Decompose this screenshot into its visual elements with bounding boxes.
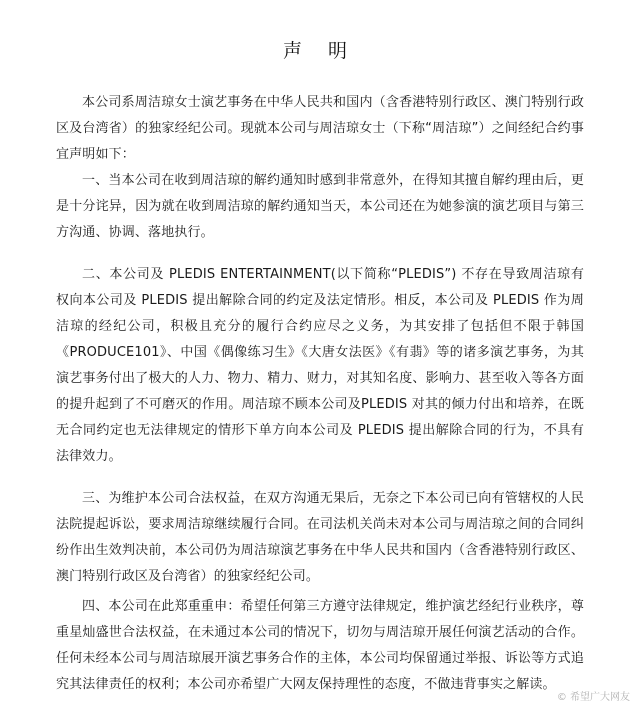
paragraph-intro: 本公司系周洁琼女士演艺事务在中华人民共和国内（含香港特别行政区、澳门特别行政区及台湾省）的独家经纪公司。现就本公司与周洁琼女士（下称“周洁琼”）之间经纪合约事宜声明如下： (56, 95, 584, 162)
paragraph-point-4: 四、本公司在此郑重重申：希望任何第三方遵守法律规定，维护演艺经纪行业秩序，尊重星灿盛世合法权益，在未通过本公司的情况下，切勿与周洁琼开展任何演艺活动的合作。任何未经本公司与周洁琼展开演艺事务合作的主体，本公司均保留通过举报、诉讼等方式追究其法律责任的权利；本公司亦希望广大网友保持理性的态度，不做违背事实之解读。 (56, 599, 584, 692)
paragraph-point-3: 三、为维护本公司合法权益，在双方沟通无果后，无奈之下本公司已向有管辖权的人民法院提起诉讼，要求周洁琼继续履行合同。在司法机关尚未对本公司与周洁琼之间的合同纠纷作出生效判决前，本公司仍为周洁琼演艺事务在中华人民共和国内（含香港特别行政区、澳门特别行政区及台湾省）的独家经纪公司。 (56, 491, 584, 584)
page-title: 声 明 (282, 40, 358, 62)
watermark: © 希望广大网友 (556, 692, 630, 703)
paragraph-point-1: 一、当本公司在收到周洁琼的解约通知时感到非常意外，在得知其擅自解约理由后，更是十分诧异，因为就在收到周洁琼的解约通知当天，本公司还在为她参演的演艺项目与第三方沟通、协调、落地执行。 (56, 173, 584, 240)
paragraph-point-2: 二、本公司及 PLEDIS ENTERTAINMENT(以下简称“PLEDIS”) 不存在导致周洁琼有权向本公司及 PLEDIS 提出解除合同的约定及法定情形。相反，本公司及 PLEDIS 作为周洁琼的经纪公司，积极且充分的履行合约应尽之义务，为其安排了包括但不限于韩国《PRODUCE101》、中国《偶像练习生》《大唐女法医》《有翡》等的诸多演艺事务，为其演艺事务付出了极大的人力、物力、精力、财力，对其知名度、影响力、甚至收入等各方面的提升起到了不可磨灭的作用。周洁琼不顾本公司及PLEDIS 对其的倾力付出和培养，在既无合同约定也无法律规定的情形下单方向本公司及 PLEDIS 提出解除合同的行为，不具有法律效力。 (56, 267, 584, 464)
